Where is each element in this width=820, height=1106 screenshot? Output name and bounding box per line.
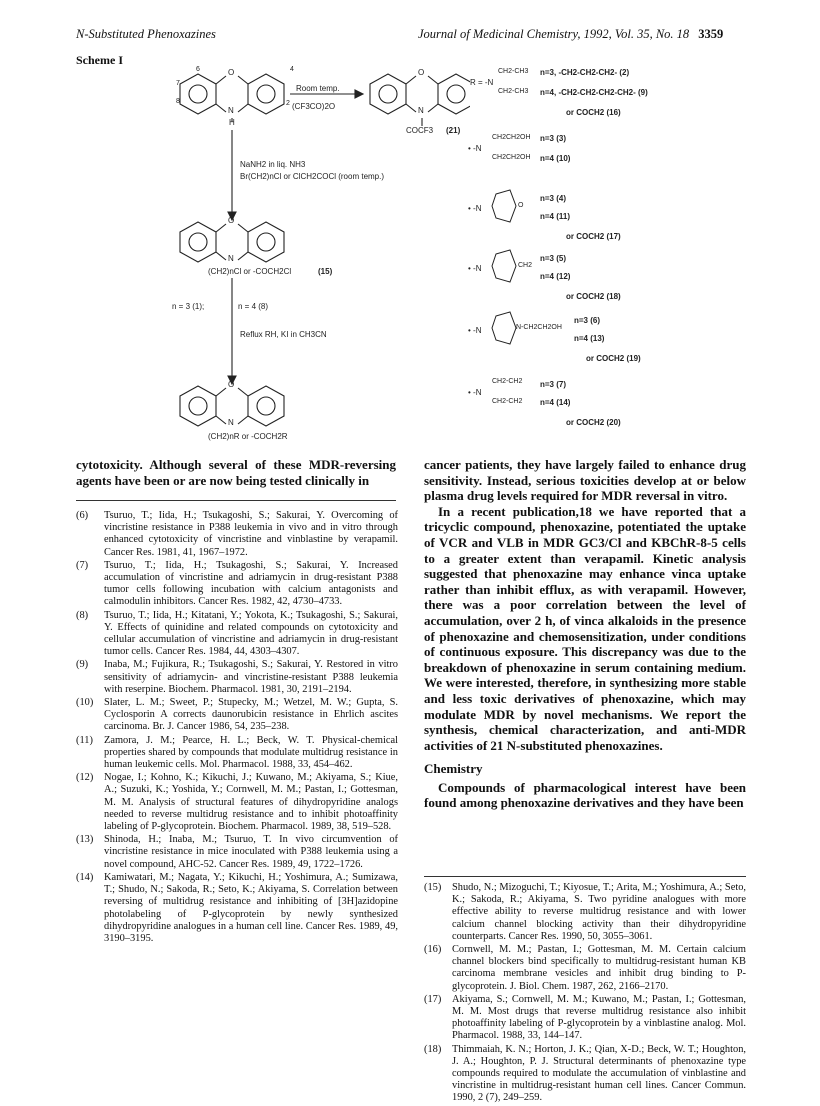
ring-number: 4 — [290, 66, 294, 73]
ring-number: 6 — [196, 66, 200, 73]
journal-citation: Journal of Medicinal Chemistry, 1992, Vol. 35, No. 18 — [418, 27, 690, 41]
piperidine-ring-icon — [490, 248, 520, 288]
body-paragraph: cancer patients, they have largely failed to enhance drug sensitivity. Instead, serious toxicities develop at or below plasma drug levels required for MDR reversal in vitro. — [424, 457, 746, 504]
r-group-diethylamino: R = -N CH2-CH3 CH2-CH3 n=3, -CH2-CH2-CH2- (2) n=4, -CH2-CH2-CH2-CH2- (9) or COCH2 (16) — [470, 68, 648, 117]
reference-item: (12) Nogae, I.; Kohno, K.; Kikuchi, J.; Kuwano, M.; Akiyama, S.; Kiue, A.; Suzuki, K.; Yoshida, Y.; Cornwell, M. M.; Pastan, I.; Gottesman, M. M. Analysis of structural features of dihydropyridine analogs needed to reverse multidrug resistance and to inhibit photoaffinity labeling of P-glycoprotein. Biochem. Pharmacol. 1989, 38, 519–528. — [76, 772, 398, 833]
reference-item: (18) Thimmaiah, K. N.; Horton, J. K.; Qian, X-D.; Beck, W. T.; Houghton, J. A.; Houghton, P. J. Structural determinants of phenoxazine type compounds required to modulate the accumulation of vinblastine and vincristine in multidrug-resistant human cell lines. Cancer Commun. 1990, 2 (7), 249–259. — [424, 1043, 746, 1104]
start-nitrogen-label: N — [228, 106, 234, 115]
reference-item: (8) Tsuruo, T.; Iida, H.; Kitatani, Y.; Yokota, K.; Tsukagoshi, S.; Sakurai, Y. Effects of quinidine and related compounds on cytotoxicity and cellular accumulation of vincristine and adriamycin in drug-resistant tumor cells. Cancer Res. 1984, 44, 4303–4307. — [76, 609, 398, 658]
ring-number: 7 — [176, 80, 180, 87]
left-reference-list — [76, 510, 398, 946]
morpholine-ring-icon — [490, 188, 520, 228]
start-hydrogen-label: H — [229, 118, 235, 127]
step2-reagent-alkylating: Br(CH2)nCl or ClCH2COCl (room temp.) — [240, 172, 385, 181]
r-group-piperidino: • -N CH2 n=3 (5) n=4 (12) or COCH2 (18) — [470, 248, 740, 308]
product21-compound-number: (21) — [446, 126, 461, 135]
page-number: 3359 — [698, 27, 724, 41]
footnote-divider — [424, 876, 746, 877]
intermediate-nitrogen-label: N — [228, 254, 234, 263]
product-21-structure — [370, 74, 470, 126]
body-paragraph: In a recent publication,18 we have reported that a tricyclic compound, phenoxazine, potentiated the uptake of VCR and VLB in MDR GC3/Cl and KBChR-8-5 cells to a greater extent than verapamil. Kinetic analysis suggested that phenoxazine may enhance vinca uptake rather than inhibit efflux, as with verapamil. However, there was a poor correlation between the level of accumulation, over 2 h, of vinca alkaloids in the presence of phenoxazine and chemosensitization, under conditions of continuous exposure. This discrepancy was due to the breakdown of phenoxazine in serum containing medium. We were interested, therefore, in synthesizing more stable and less toxic derivatives of phenoxazine, which may modulate MDR by novel mechanisms. We report the synthesis, chemical characterization, and anti-MDR activities of 21 N-substituted phenoxazines. — [424, 503, 746, 753]
step2-reagent-base: NaNH2 in liq. NH3 — [240, 160, 306, 169]
reference-item: (13) Shinoda, H.; Inaba, M.; Tsuruo, T. In vivo circumvention of vincristine resistance in mice inoculated with P388 leukemia using a novel compound, AHC-52. Cancer Res. 1989, 49, 1722–1726. — [76, 834, 398, 870]
running-head-left: N-Substituted Phenoxazines — [76, 27, 216, 41]
final-substituent: (CH2)nR or -COCH2R — [208, 432, 288, 441]
product21-nitrogen-label: N — [418, 106, 424, 115]
n3-choice: n = 3 (1); — [172, 302, 205, 311]
reference-item: (15) Shudo, N.; Mizoguchi, T.; Kiyosue, T.; Arita, M.; Yoshimura, A.; Seto, K.; Sakoda, R.; Akiyama, S. Two pyridine analogues with more effective ability to reverse multidrug resistance and with lower calcium channel blocking activity than their dihydropyridine counterparts. Cancer Res. 1990, 50, 3055–3061. — [424, 882, 746, 942]
section-heading-chemistry: Chemistry — [424, 761, 483, 777]
reference-item: (6) Tsuruo, T.; Iida, H.; Tsukagoshi, S.; Sakurai, Y. Overcoming of vincristine resistance in P388 leukemia in vivo and in vitro through enhanced cytotoxicity of vincristine and vinblastine by verapamil. Cancer Res. 1981, 41, 1967–1972. — [76, 510, 398, 558]
reference-item: (16) Cornwell, M. M.; Pastan, I.; Gottesman, M. M. Certain calcium channel blockers bind specifically to multidrug-resistant human KB carcinoma membrane vesicles and inhibit drug binding to P-glycoprotein. J. Biol. Chem. 1987, 262, 2166–2170. — [424, 944, 746, 992]
final-oxygen-label: O — [228, 380, 235, 389]
reaction-scheme — [160, 60, 470, 455]
running-head-right — [418, 27, 723, 42]
intermediate-compound-number: (15) — [318, 267, 333, 276]
r-group-morpholino: • -N O n=3 (4) n=4 (11) or COCH2 (17) — [470, 188, 740, 248]
ring-number: 8 — [176, 98, 180, 105]
r-group-pyrrolidino: • -N CH2-CH2 CH2-CH2 n=3 (7) n=4 (14) or COCH2 (20) — [468, 378, 621, 427]
product21-oxygen-label: O — [418, 68, 425, 77]
product21-substituent: COCF3 — [406, 126, 434, 135]
reference-item: (14) Kamiwatari, M.; Nagata, Y.; Kikuchi, H.; Yoshimura, A.; Sumizawa, T.; Shudo, N.; Sakoda, R.; Seto, K.; Akiyama, S. Correlation between reversing of multidrug resistance and inhibiting of [3H]azidopine photolabeling of P-glycoprotein by newly synthesized dihydropyridine analogues in a human cell line. Cancer Res. 1989, 49, 3190–3195. — [76, 871, 398, 944]
reference-item: (17) Akiyama, S.; Cornwell, M. M.; Kuwano, M.; Pastan, I.; Gottesman, M. M. Most drugs that reverse multidrug resistance also inhibit photoaffinity labeling of P-glycoprotein by a vinblastine analog. Mol. Pharmacol. 1988, 33, 144–147. — [424, 993, 746, 1042]
intermediate-substituent: (CH2)nCl or -COCH2Cl — [208, 267, 292, 276]
right-reference-list — [424, 882, 746, 1106]
reference-item: (7) Tsuruo, T.; Iida, H.; Tsukagoshi, S.; Sakurai, Y. Increased accumulation of vincristine and adriamycin in drug-resistant P388 tumor cells following incubation with calcium antagonists and calmodulin inhibitors. Cancer Res. 1982, 42, 4730–4733. — [76, 559, 398, 608]
r-group-hydroxyethylpiperazino: • -N N-CH2CH2OH n=3 (6) n=4 (13) or COCH2 (19) — [470, 308, 740, 374]
step1-reagent: (CF3CO)2O — [292, 102, 336, 111]
start-oxygen-label: O — [228, 68, 235, 77]
body-paragraph: Compounds of pharmacological interest have been found among phenoxazine derivatives and they have been — [424, 779, 746, 811]
step3-condition: Reflux RH, KI in CH3CN — [240, 330, 327, 339]
r-group-diethanolamino: • -N CH2CH2OH CH2CH2OH n=3 (3) n=4 (10) — [468, 134, 571, 163]
n4-choice: n = 4 (8) — [238, 302, 269, 311]
scheme-title: Scheme I — [76, 53, 123, 67]
intermediate-oxygen-label: O — [228, 216, 235, 225]
left-body-paragraph: cytotoxicity. Although several of these MDR-reversing agents have been or are now being tested clinically in — [76, 457, 396, 488]
final-nitrogen-label: N — [228, 418, 234, 427]
ring-number: 2 — [286, 100, 290, 107]
reference-item: (9) Inaba, M.; Fujikura, R.; Tsukagoshi, S.; Sakurai, Y. Restored in vitro sensitivity of adriamycin- and vincristine-resistant P388 leukemia with reserpine. Biochem. Pharmacol. 1981, 30, 2191–2194. — [76, 659, 398, 695]
r-group-list — [470, 64, 740, 434]
right-body — [424, 457, 746, 811]
reference-item: (11) Zamora, J. M.; Pearce, H. L.; Beck, W. T. Physical-chemical properties shared by compounds that modulate multidrug resistance in human leukemic cells. Mol. Pharmacol. 1988, 33, 454–462. — [76, 734, 398, 771]
footnote-divider — [76, 500, 396, 501]
step1-condition-temp: Room temp. — [296, 84, 340, 93]
reference-item: (10) Slater, L. M.; Sweet, P.; Stupecky, M.; Wetzel, M. W.; Gupta, S. Cyclosporin A corrects daunorubicin resistance in Ehrlich ascites carcinoma. Br. J. Cancer 1986, 54, 235–238. — [76, 697, 398, 733]
